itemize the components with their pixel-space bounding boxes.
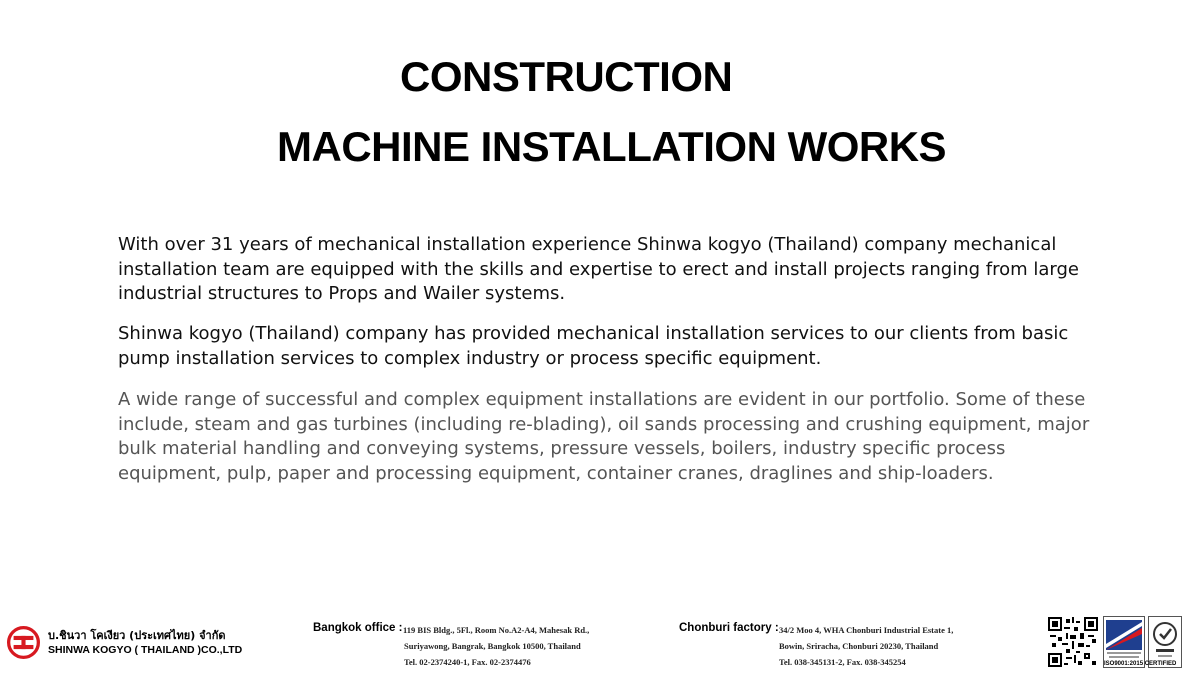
chonburi-factory-label: Chonburi factory :	[679, 622, 779, 634]
footer	[0, 612, 1191, 681]
paragraph-services: Shinwa kogyo (Thailand) company has provided mechanical installation services to our clients from basic pump installation services to complex industry or process specific equipment.	[118, 323, 1069, 369]
page-title-line2: MACHINE INSTALLATION WORKS	[277, 123, 947, 170]
paragraph-portfolio: A wide range of successful and complex equipment installations are evident in our portfolio. Some of these include, steam and gas turbines (including re-blading), oil sands processing and crushing equipment, major bulk material handling and conveying systems, pressure vessels, boilers, industry specific process equipment, pulp, paper and processing equipment, container cranes, draglines and ship-loaders.	[118, 389, 1090, 484]
page-title-line1: CONSTRUCTION	[400, 53, 733, 100]
chonburi-address-line1: 34/2 Moo 4, WHA Chonburi Industrial Estate 1,	[779, 625, 954, 635]
paragraph-experience: With over 31 years of mechanical installation experience Shinwa kogyo (Thailand) company mechanical installation team are equipped with the skills and expertise to erect and install projects ranging from large industrial structures to Props and Wailer systems.	[118, 234, 1079, 304]
company-logo-icon	[7, 626, 40, 659]
company-name-thai: บ.ชินวา โคเงียว (ประเทศไทย) จำกัด	[48, 629, 226, 642]
bangkok-address-line1: 119 BIS Bldg., 5Fl., Room No.A2-A4, Mahesak Rd.,	[403, 625, 590, 635]
bangkok-phone: Tel. 02-2374240-1, Fax. 02-2374476	[404, 657, 531, 667]
chonburi-address-line2: Bowin, Sriracha, Chonburi 20230, Thailand	[779, 641, 939, 651]
iso-certified-label: ISO9001:2015 CERTIFIED	[1104, 661, 1177, 667]
chonburi-phone: Tel. 038-345131-2, Fax. 038-345254	[779, 657, 906, 667]
bangkok-address-line2: Suriyawong, Bangrak, Bangkok 10500, Thailand	[404, 641, 581, 651]
bangkok-office-label: Bangkok office :	[313, 622, 403, 634]
qr-code-icon	[1048, 617, 1098, 667]
company-name-english: SHINWA KOGYO ( THAILAND )CO.,LTD	[48, 644, 243, 656]
